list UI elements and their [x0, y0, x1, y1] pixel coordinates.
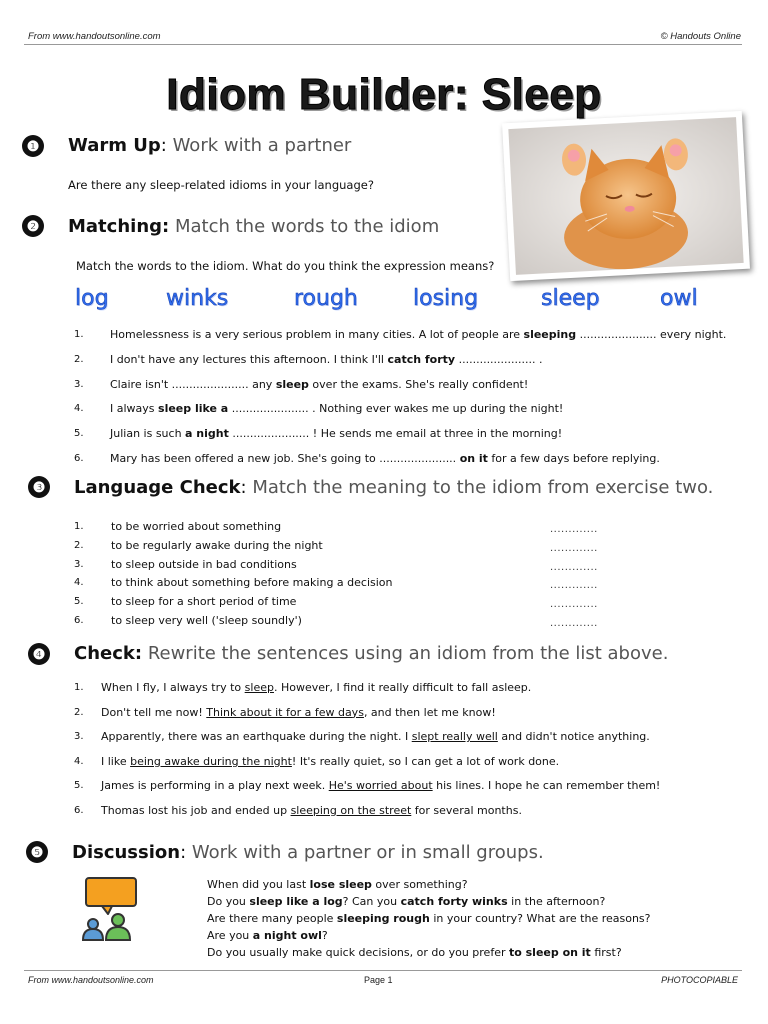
matching-item-number: 2.: [74, 353, 84, 365]
check-item: I like being awake during the night! It's really quiet, so I can get a lot of work done.: [101, 754, 560, 768]
word-owl: owl: [660, 286, 698, 311]
footer-rule: [24, 970, 742, 971]
kitten-photo: [502, 111, 750, 281]
check-item: When I fly, I always try to sleep. However, I find it really difficult to fall asleep.: [101, 681, 532, 694]
check-item-number: 3.: [74, 731, 84, 743]
section-3-number: ❸: [28, 476, 50, 498]
warmup-question: Are there any sleep-related idioms in your language?: [68, 178, 374, 192]
meaning-answer-blank: .............: [550, 599, 598, 611]
section-3-subtitle: Match the meaning to the idiom from exercise two.: [252, 477, 714, 498]
meaning-answer-blank: .............: [550, 542, 598, 554]
section-3-title: Language Check: [74, 477, 241, 498]
matching-item: Mary has been offered a new job. She's going to ...................... on it for a few days before replying.: [110, 452, 660, 465]
section-4-subtitle: Rewrite the sentences using an idiom from the list above.: [147, 643, 669, 664]
meaning-item: to sleep for a short period of time: [111, 595, 297, 609]
check-item: Apparently, there was an earthquake during the night. I slept really well and didn't notice anything.: [101, 730, 650, 744]
matching-item: Claire isn't ...................... any sleep over the exams. She's really confident!: [110, 377, 529, 391]
check-item-number: 4.: [74, 755, 84, 767]
check-item: Don't tell me now! Think about it for a few days, and then let me know!: [101, 705, 496, 719]
section-5-subtitle: Work with a partner or in small groups.: [191, 842, 544, 863]
meaning-item-number: 1.: [74, 521, 84, 532]
meaning-item: to think about something before making a decision: [111, 576, 393, 590]
check-item: James is performing in a play next week. He's worried about his lines. I hope he can remember them!: [101, 779, 661, 793]
section-5-number: ❺: [26, 841, 48, 863]
section-5-heading: Discussion: Work with a partner or in small groups.: [72, 842, 544, 863]
section-1-number: ❶: [22, 135, 44, 157]
matching-item: I don't have any lectures this afternoon. I think I'll catch forty ...................... .: [110, 352, 543, 366]
header-rule: [24, 44, 742, 45]
header-source: From www.handoutsonline.com: [28, 31, 161, 42]
meaning-item: to sleep very well ('sleep soundly'): [111, 614, 302, 627]
check-item-number: 5.: [74, 780, 84, 792]
matching-item-number: 6.: [74, 453, 84, 464]
meaning-item: to be worried about something: [111, 520, 282, 533]
discussion-question: Do you sleep like a log? Can you catch forty winks in the afternoon?: [207, 895, 606, 908]
check-item-number: 1.: [74, 682, 84, 693]
matching-instruction: Match the words to the idiom. What do you think the expression means?: [76, 259, 495, 273]
word-losing: losing: [413, 286, 479, 311]
section-1-subtitle: Work with a partner: [172, 135, 352, 156]
meaning-item-number: 6.: [74, 615, 84, 626]
word-sleep: sleep: [541, 286, 600, 311]
word-winks: winks: [166, 286, 229, 311]
matching-item-number: 1.: [74, 329, 84, 340]
section-4-heading: [74, 643, 668, 664]
discussion-question: Are you a night owl?: [207, 929, 328, 942]
matching-item: Homelessness is a very serious problem in many cities. A lot of people are sleeping ...................... every night.: [110, 328, 727, 341]
discussion-question: Are there many people sleeping rough in your country? What are the reasons?: [207, 912, 651, 925]
meaning-item-number: 2.: [74, 539, 84, 551]
section-2-number: ❷: [22, 215, 44, 237]
matching-item-number: 3.: [74, 378, 84, 390]
section-4-number: ❹: [28, 643, 50, 665]
meaning-item: to be regularly awake during the night: [111, 538, 323, 552]
footer-source: From www.handoutsonline.com: [28, 975, 154, 985]
section-3-heading: Language Check: Match the meaning to the idiom from exercise two.: [74, 477, 714, 498]
check-item-number: 2.: [74, 706, 84, 718]
word-log: log: [75, 286, 109, 311]
section-2-subtitle: Match the words to the idiom: [174, 216, 440, 237]
section-5-title: Discussion: [72, 842, 181, 863]
sleeping-kitten-image: [502, 111, 750, 281]
meaning-answer-blank: .............: [550, 561, 598, 573]
discussion-question: When did you last lose sleep over something?: [207, 878, 468, 891]
word-rough: rough: [294, 286, 358, 311]
meaning-item-number: 5.: [74, 596, 84, 608]
section-1-heading: Warm Up: Work with a partner: [68, 135, 352, 156]
section-2-title: Matching:: [68, 216, 170, 237]
footer-photocopiable: PHOTOCOPIABLE: [661, 975, 738, 985]
matching-item-number: 5.: [74, 428, 84, 440]
page-title: Idiom Builder: Sleep: [166, 70, 602, 119]
section-1-title: Warm Up: [68, 135, 161, 156]
check-item-number: 6.: [74, 805, 84, 816]
footer-page: Page 1: [364, 975, 393, 985]
meaning-answer-blank: .............: [550, 524, 598, 535]
matching-item: I always sleep like a ...................... . Nothing ever wakes me up during the night!: [110, 402, 564, 416]
meaning-answer-blank: .............: [550, 580, 598, 592]
meaning-item: to sleep outside in bad conditions: [111, 557, 297, 571]
matching-item-number: 4.: [74, 403, 84, 415]
meaning-answer-blank: .............: [550, 618, 598, 629]
meaning-item-number: 4.: [74, 577, 84, 589]
check-item: Thomas lost his job and ended up sleeping on the street for several months.: [101, 804, 522, 817]
header-copyright: © Handouts Online: [660, 31, 741, 42]
section-4-title: Check:: [74, 643, 143, 664]
section-2-heading: [68, 216, 439, 237]
discussion-icon: [80, 876, 140, 946]
meaning-item-number: 3.: [74, 558, 84, 570]
discussion-question: Do you usually make quick decisions, or do you prefer to sleep on it first?: [207, 946, 622, 959]
matching-item: Julian is such a night ...................... ! He sends me email at three in the morning!: [110, 427, 563, 441]
